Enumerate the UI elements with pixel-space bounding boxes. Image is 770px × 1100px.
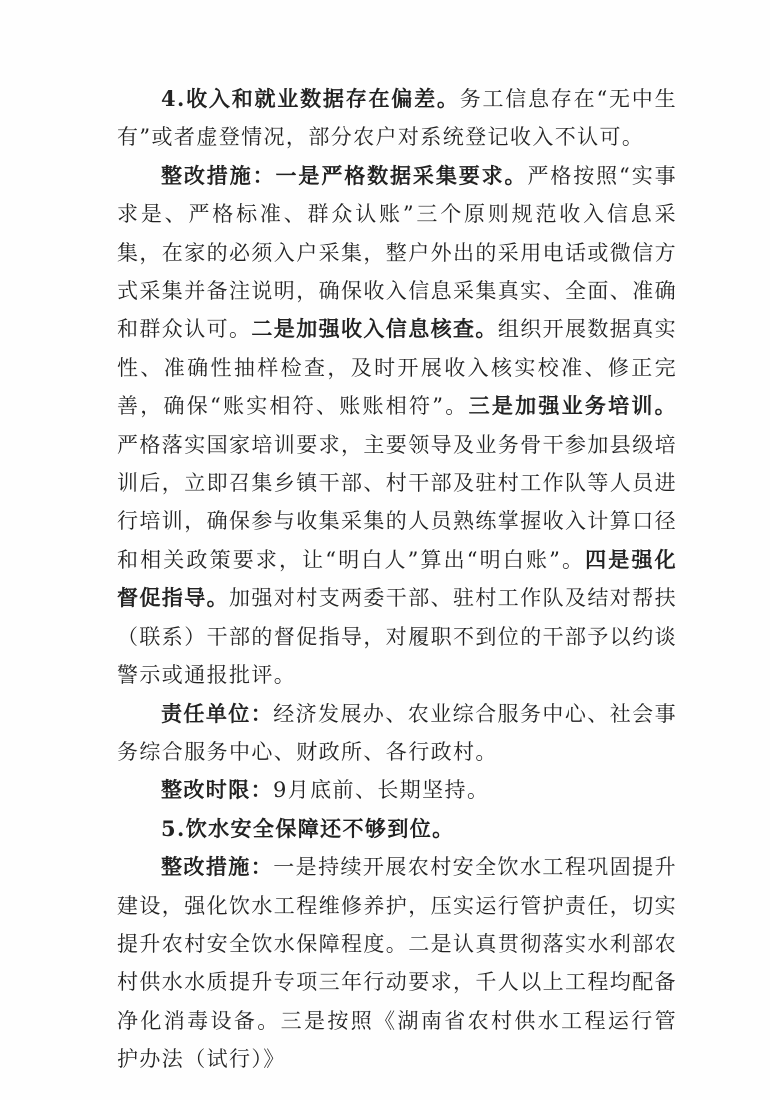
measure-3-text: 严格落实国家培训要求，主要领导及业务骨干参加县级培训后，立即召集乡镇干部、村干部及驻村工作队等人员进行培训，确保参与收集采集的人员熟练掌握收入计算口径和相关政策要求，让“明白人”算出“明白账”。 [117, 432, 677, 572]
section-5-heading: 5.饮水安全保障还不够到位。 [161, 815, 455, 841]
section-4-heading: 4.收入和就业数据存在偏差。 [161, 86, 460, 111]
document-body [117, 80, 677, 1079]
measures-label: 整改措施： [161, 162, 276, 188]
measure-2-text: 组织开展数据真实性、准确性抽样检查，及时开展收入核实校准、修正完善，确保“账实相符、账账相符”。 [117, 317, 678, 419]
measure-1-title: 一是严格数据采集要求。 [275, 162, 528, 188]
measure-5-3-title: 三是 [280, 1008, 328, 1033]
measure-4-text: 加强对村支两委干部、驻村工作队及结对帮扶（联系）干部的督促指导，对履职不到位的干部予以约谈警示或通报批评。 [117, 586, 677, 688]
section-4-text: 务工信息存在“无中生有”或者虚登情况，部分农户对系统登记收入不认可。 [117, 87, 677, 150]
measure-5-2-title: 二是 [408, 931, 454, 956]
measure-1-text: 严格按照“实事求是、严格标准、群众认账”三个原则规范收入信息采集，在家的必须入户采集，整户外出的采用电话或微信方式采集并备注说明，确保收入信息采集真实、全面、准确和群众认可。 [117, 163, 678, 342]
measure-5-1-text: 持续开展农村安全饮水工程巩固提升建设，强化饮水工程维修养护，压实运行管护责任，切实提升农村安全饮水保障程度。 [117, 855, 677, 956]
section-4-measures-paragraph [117, 157, 677, 695]
measure-4-title: 四是强化督促指导。 [117, 546, 677, 611]
deadline-text: 9月底前、长期坚持。 [273, 778, 490, 803]
deadline-label: 整改时限： [161, 777, 273, 803]
measure-3-title: 三是加强业务培训。 [468, 393, 678, 419]
section-4-responsibility-paragraph [117, 695, 677, 772]
section-5-measures-paragraph [117, 848, 677, 1078]
measure-2-title: 二是加强收入信息核查。 [251, 316, 498, 342]
responsibility-text: 经济发展办、农业综合服务中心、社会事务综合服务中心、财政所、各行政村。 [117, 701, 678, 764]
section-4-paragraph [117, 80, 677, 157]
measure-5-3-text: 按照《湖南省农村供水工程运行管护办法（试行）》 [117, 1008, 677, 1072]
measures-5-label: 整改措施： [161, 854, 274, 880]
measure-5-2-text: 认真贯彻落实水利部农村供水水质提升专项三年行动要求，千人以上工程均配备净化消毒设备。 [117, 931, 678, 1033]
section-4-deadline-paragraph [117, 771, 677, 809]
section-5-paragraph [117, 810, 677, 848]
responsibility-label: 责任单位： [161, 700, 274, 726]
measure-5-1-title: 一是 [273, 855, 319, 880]
